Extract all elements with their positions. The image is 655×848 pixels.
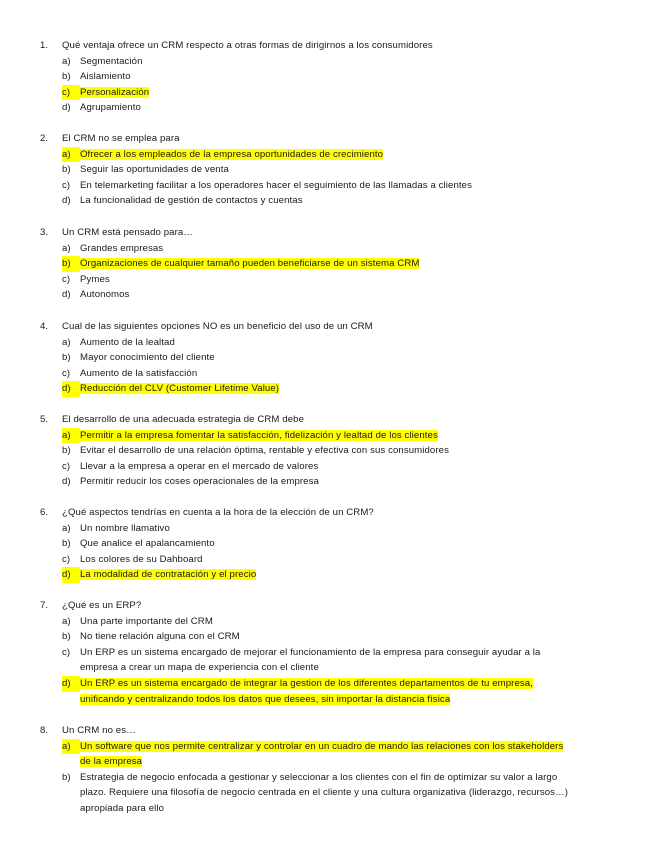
option-letter: b) [62,771,71,783]
question-label: Un CRM no es… [62,725,136,736]
answer-option [40,366,630,382]
answer-option-continuation [40,692,630,708]
question-number: 2. [40,133,49,144]
option-letter: b) [62,631,71,643]
question-number: 5. [40,414,49,425]
option-text: Un nombre llamativo [80,522,170,534]
highlighted-answer-text: de la empresa [80,756,143,768]
option-text: plazo. Requiere una filosofía de negocio centrada en el cliente y una cultura organizativa (liderazgo, recursos…) [80,787,569,799]
question-6 [40,505,630,583]
highlighted-answer-text: Reducción del CLV (Customer Lifetime Value) [80,383,280,395]
option-text: Evitar el desarrollo de una relación óptima, rentable y efectiva con sus consumidores [80,445,449,457]
option-letter: d) [62,289,71,301]
highlighted-answer-text: unificando y centralizando todos los datos que desees, sin importar la distancia física [80,693,451,705]
option-text: Segmentación [80,55,143,67]
question-label: El desarrollo de una adecuada estrategia de CRM debe [62,414,304,425]
question-number: 1. [40,40,49,51]
answer-option [40,474,630,490]
answer-option [40,614,630,630]
option-letter: b) [62,352,71,364]
question-text [40,505,630,521]
question-text [40,131,630,147]
answer-option [40,567,630,583]
question-8 [40,723,630,817]
option-letter: c) [62,179,71,191]
answer-option [40,459,630,475]
option-text: Una parte importante del CRM [80,615,213,627]
answer-option [40,241,630,257]
highlighted-answer-text: Ofrecer a los empleados de la empresa oportunidades de crecimiento [80,148,384,160]
option-text: La funcionalidad de gestión de contactos y cuentas [80,195,303,207]
option-text: En telemarketing facilitar a los operadores hacer el seguimiento de las llamadas a clientes [80,179,472,191]
answer-option [40,335,630,351]
question-4 [40,319,630,397]
question-number: 4. [40,321,49,332]
answer-option-continuation [40,801,630,817]
option-letter: c) [62,85,80,101]
question-5 [40,412,630,490]
question-label: Un CRM está pensado para… [62,227,194,238]
option-text: Aumento de la lealtad [80,336,175,348]
answer-option [40,256,630,272]
option-text: Agrupamiento [80,102,141,114]
answer-option [40,536,630,552]
answer-option [40,552,630,568]
option-text: Aislamiento [80,71,131,83]
question-text [40,723,630,739]
answer-option [40,54,630,70]
option-text: Autonomos [80,289,130,301]
option-letter: a) [62,522,71,534]
option-letter: d) [62,476,71,488]
answer-option [40,443,630,459]
option-letter: b) [62,71,71,83]
highlighted-answer-text: Un software que nos permite centralizar y controlar en un cuadro de mando las relaciones con los stakeholders [80,740,564,752]
option-letter: a) [62,55,71,67]
answer-option [40,287,630,303]
question-label: ¿Qué aspectos tendrías en cuenta a la hora de la elección de un CRM? [62,507,374,518]
question-label: El CRM no se emplea para [62,133,180,144]
option-text: Un ERP es un sistema encargado de mejorar el funcionamiento de la empresa para conseguir ayudar a la [80,646,541,658]
option-text: Mayor conocimiento del cliente [80,352,215,364]
option-text: empresa a crear un mapa de experiencia con el cliente [80,662,319,674]
question-label: Qué ventaja ofrece un CRM respecto a otras formas de dirigirnos a los consumidores [62,40,433,51]
option-letter: d) [62,381,80,397]
answer-option [40,85,630,101]
option-letter: b) [62,164,71,176]
option-letter: a) [62,615,71,627]
question-text [40,598,630,614]
option-text: Pymes [80,273,110,285]
answer-option-continuation [40,754,630,770]
option-letter: a) [62,147,80,163]
option-letter: c) [62,460,71,472]
highlighted-answer-text: Permitir a la empresa fomentar la satisfacción, fidelización y lealtad de los clientes [80,429,438,441]
answer-option [40,676,630,692]
answer-option [40,381,630,397]
answer-option [40,178,630,194]
option-text: Seguir las oportunidades de venta [80,164,229,176]
answer-option [40,428,630,444]
option-letter: c) [62,367,71,379]
answer-option [40,193,630,209]
option-text: Estrategia de negocio enfocada a gestionar y seleccionar a los clientes con el fin de optimizar su valor a largo [80,771,558,783]
option-text: Aumento de la satisfacción [80,367,198,379]
option-letter: a) [62,336,71,348]
question-1 [40,38,630,116]
answer-option-continuation [40,785,630,801]
option-text: Permitir reducir los coses operacionales de la empresa [80,476,319,488]
answer-option [40,100,630,116]
option-letter: c) [62,553,71,565]
question-number: 6. [40,507,49,518]
option-letter: b) [62,538,71,550]
option-letter: a) [62,242,71,254]
answer-option [40,770,630,786]
option-text: apropiada para ello [80,802,165,814]
option-text: Llevar a la empresa a operar en el mercado de valores [80,460,319,472]
option-letter: d) [62,676,80,692]
question-2 [40,131,630,209]
highlighted-answer-text: La modalidad de contratación y el precio [80,569,257,581]
answer-option [40,739,630,755]
question-text [40,412,630,428]
highlighted-answer-text: Organizaciones de cualquier tamaño pueden beneficiarse de un sistema CRM [80,258,420,270]
option-text: Los colores de su Dahboard [80,553,203,565]
highlighted-answer-text: Personalización [80,86,150,98]
question-number: 8. [40,725,49,736]
answer-option [40,69,630,85]
answer-option [40,629,630,645]
option-letter: b) [62,445,71,457]
answer-option [40,521,630,537]
option-letter: b) [62,256,80,272]
answer-option [40,350,630,366]
question-7 [40,598,630,707]
question-label: ¿Qué es un ERP? [62,600,142,611]
answer-option [40,147,630,163]
question-label: Cual de las siguientes opciones NO es un beneficio del uso de un CRM [62,321,373,332]
option-letter: c) [62,646,71,658]
option-letter: c) [62,273,71,285]
answer-option [40,272,630,288]
option-letter: d) [62,195,71,207]
answer-option [40,645,630,661]
option-text: No tiene relación alguna con el CRM [80,631,240,643]
question-3 [40,225,630,303]
question-text [40,38,630,54]
option-text: Grandes empresas [80,242,164,254]
option-letter: d) [62,102,71,114]
answer-option [40,162,630,178]
option-letter: a) [62,428,80,444]
question-text [40,319,630,335]
option-letter: d) [62,567,80,583]
question-text [40,225,630,241]
answer-option-continuation [40,660,630,676]
question-number: 7. [40,600,49,611]
option-letter: a) [62,739,80,755]
highlighted-answer-text: Un ERP es un sistema encargado de integrar la gestion de los diferentes departamentos de tu empresa, [80,677,533,689]
question-number: 3. [40,227,49,238]
option-text: Que analice el apalancamiento [80,538,215,550]
